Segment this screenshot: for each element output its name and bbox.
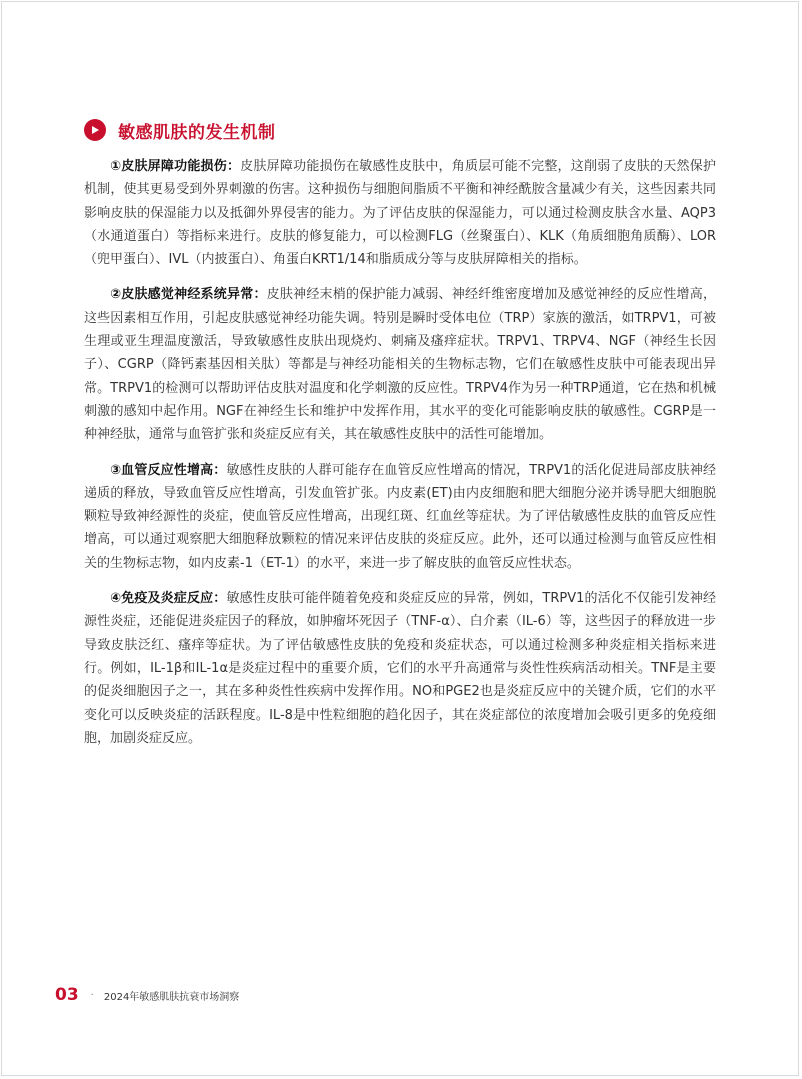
paragraph-barrier bbox=[84, 155, 716, 271]
paragraph-vascular bbox=[84, 459, 716, 575]
section-title: 敏感肌肤的发生机制 bbox=[118, 122, 276, 143]
section-heading bbox=[84, 116, 276, 144]
paragraph-lead: ②皮肤感觉神经系统异常： bbox=[110, 287, 267, 303]
paragraph-text: 皮肤屏障功能损伤在敏感性皮肤中，角质层可能不完整，这削弱了皮肤的天然保护机制，使其更易受到外界刺激的伤害。这种损伤与细胞间脂质不平衡和神经酰胺含量减少有关，这些因素共同影响皮肤的保湿能力以及抵御外界侵害的能力。为了评估皮肤的保湿能力，可以通过检测皮肤含水量、AQP3（水通道蛋白）等指标来进行。皮肤的修复能力，可以检测FLG（丝聚蛋白）、KLK（角质细胞角质酶）、LOR（兜甲蛋白）、IVL（内披蛋白）、角蛋白KRT1/14和脂质成分等与皮肤屏障相关的指标。 bbox=[84, 159, 716, 268]
paragraph-lead: ①皮肤屏障功能损伤： bbox=[110, 159, 241, 174]
footer-separator: · bbox=[90, 989, 94, 1001]
page-footer bbox=[55, 985, 239, 1005]
paragraph-lead: ③血管反应性增高： bbox=[110, 462, 227, 478]
page-number: 03 bbox=[55, 985, 79, 1005]
paragraph-nerve bbox=[84, 283, 716, 446]
paragraph-text: 敏感性皮肤的人群可能存在血管反应性增高的情况，TRPV1的活化促进局部皮肤神经递质的释放，导致血管反应性增高，引发血管扩张。内皮素(ET)由内皮细胞和肥大细胞分泌并诱导肥大细胞脱颗粒导致神经源性的炎症，使血管反应性增高，出现红斑、红血丝等症状。为了评估敏感性皮肤的血管反应性增高，可以通过观察肥大细胞释放颗粒的情况来评估皮肤的炎症反应。此外，还可以通过检测与血管反应性相关的生物标志物，如内皮素-1（ET-1）的水平，来进一步了解皮肤的血管反应性状态。 bbox=[84, 462, 716, 571]
paragraph-text: 皮肤神经末梢的保护能力减弱、神经纤维密度增加及感觉神经的反应性增高，这些因素相互作用，引起皮肤感觉神经功能失调。特别是瞬时受体电位（TRP）家族的激活，如TRPV1，可被生理或亚生理温度激活，导致敏感性皮肤出现烧灼、刺痛及瘙痒症状。TRPV1、TRPV4、NGF（神经生长因子）、CGRP（降钙素基因相关肽）等都是与神经功能相关的生物标志物，它们在敏感性皮肤中可能表现出异常。TRPV1的检测可以帮助评估皮肤对温度和化学刺激的反应性。TRPV4作为另一种TRP通道，它在热和机械刺激的感知中起作用。NGF在神经生长和维护中发挥作用，其水平的变化可能影响皮肤的敏感性。CGRP是一种神经肽，通常与血管扩张和炎症反应有关，其在敏感性皮肤中的活性可能增加。 bbox=[84, 287, 716, 443]
report-title: 2024年敏感肌肤抗衰市场洞察 bbox=[103, 991, 240, 1003]
play-circle-icon bbox=[84, 119, 106, 141]
paragraph-immune bbox=[84, 587, 716, 750]
paragraph-lead: ④免疫及炎症反应： bbox=[110, 591, 227, 607]
paragraph-text: 敏感性皮肤可能伴随着免疫和炎症反应的异常，例如，TRPV1的活化不仅能引发神经源性炎症，还能促进炎症因子的释放，如肿瘤坏死因子（TNF-α）、白介素（IL-6）等，这些因子的释放进一步导致皮肤泛红、瘙痒等症状。为了评估敏感性皮肤的免疫和炎症状态，可以通过检测多种炎症相关指标来进行。例如，IL-1β和IL-1α是炎症过程中的重要介质，它们的水平升高通常与炎性性疾病活动相关。TNF是主要的促炎细胞因子之一，其在多种炎性性疾病中发挥作用。NO和PGE2也是炎症反应中的关键介质，它们的水平变化可以反映炎症的活跃程度。IL-8是中性粒细胞的趋化因子，其在炎症部位的浓度增加会吸引更多的免疫细胞，加剧炎症反应。 bbox=[84, 591, 716, 746]
body-text bbox=[84, 155, 716, 762]
